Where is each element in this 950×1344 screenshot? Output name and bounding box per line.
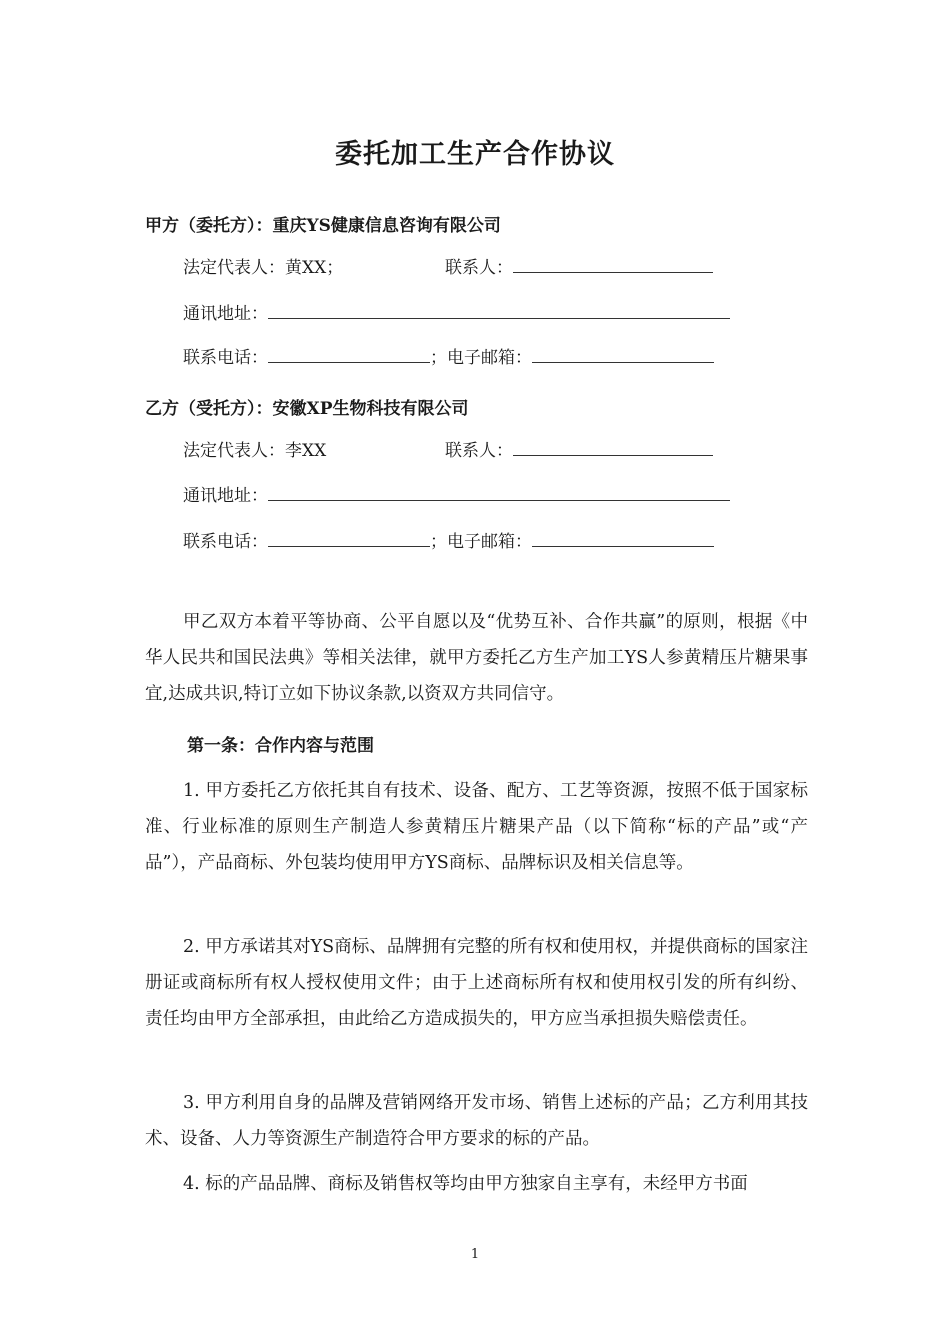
party-b-phone-line (183, 530, 714, 554)
party-a-email-label: ；电子邮箱： (430, 348, 532, 368)
article-1-heading: 第一条：合作内容与范围 (187, 736, 374, 756)
party-a-contact-label: 联系人： (445, 258, 513, 278)
preamble-paragraph: 甲乙双方本着平等协商、公平自愿以及“优势互补、合作共赢”的原则，根据《中华人民共和国民法典》等相关法律，就甲方委托乙方生产加工YS人参黄精压片糖果事宜,达成共识,特订立如下协议条款,以资双方共同信守。 (145, 612, 808, 704)
party-a-address-blank[interactable] (268, 302, 730, 319)
party-a-address-label: 通讯地址： (183, 304, 268, 324)
party-b-email-blank[interactable] (532, 530, 714, 547)
party-b-phone-blank[interactable] (268, 530, 430, 547)
party-b-legal-rep: 法定代表人：李XX (183, 441, 327, 461)
party-a-address-line (183, 302, 730, 326)
party-a-contact-blank[interactable] (513, 256, 713, 273)
party-a-heading: 甲方（委托方）：重庆YS健康信息咨询有限公司 (145, 216, 501, 236)
party-a-legal-rep: 法定代表人：黄XX； (183, 258, 344, 278)
party-b-email-label: ；电子邮箱： (430, 532, 532, 552)
party-a-email-blank[interactable] (532, 346, 714, 363)
page-number: 1 (470, 1247, 480, 1262)
party-a-contact-line (445, 256, 713, 280)
party-b-contact-label: 联系人： (445, 441, 513, 461)
clause-2: 2. 甲方承诺其对YS商标、品牌拥有完整的所有权和使用权，并提供商标的国家注册证或商标所有权人授权使用文件；由于上述商标所有权和使用权引发的所有纠纷、责任均由甲方全部承担，由此给乙方造成损失的，甲方应当承担损失赔偿责任。 (145, 937, 808, 1029)
party-b-address-label: 通讯地址： (183, 486, 268, 506)
party-b-phone-label: 联系电话： (183, 532, 268, 552)
party-b-contact-blank[interactable] (513, 439, 713, 456)
party-a-phone-blank[interactable] (268, 346, 430, 363)
clause-1: 1. 甲方委托乙方依托其自有技术、设备、配方、工艺等资源，按照不低于国家标准、行业标准的原则生产制造人参黄精压片糖果产品（以下简称“标的产品”或“产品”），产品商标、外包装均使用甲方YS商标、品牌标识及相关信息等。 (145, 781, 808, 873)
clause-4: 4. 标的产品品牌、商标及销售权等均由甲方独家自主享有，未经甲方书面 (183, 1174, 748, 1194)
party-b-address-blank[interactable] (268, 484, 730, 501)
party-a-phone-line (183, 346, 714, 370)
party-a-phone-label: 联系电话： (183, 348, 268, 368)
party-b-heading: 乙方（受托方）：安徽XP生物科技有限公司 (145, 399, 469, 419)
party-b-address-line (183, 484, 730, 508)
clause-3: 3. 甲方利用自身的品牌及营销网络开发市场、销售上述标的产品；乙方利用其技术、设备、人力等资源生产制造符合甲方要求的标的产品。 (145, 1093, 808, 1149)
party-b-contact-line (445, 439, 713, 463)
document-title: 委托加工生产合作协议 (335, 139, 615, 170)
